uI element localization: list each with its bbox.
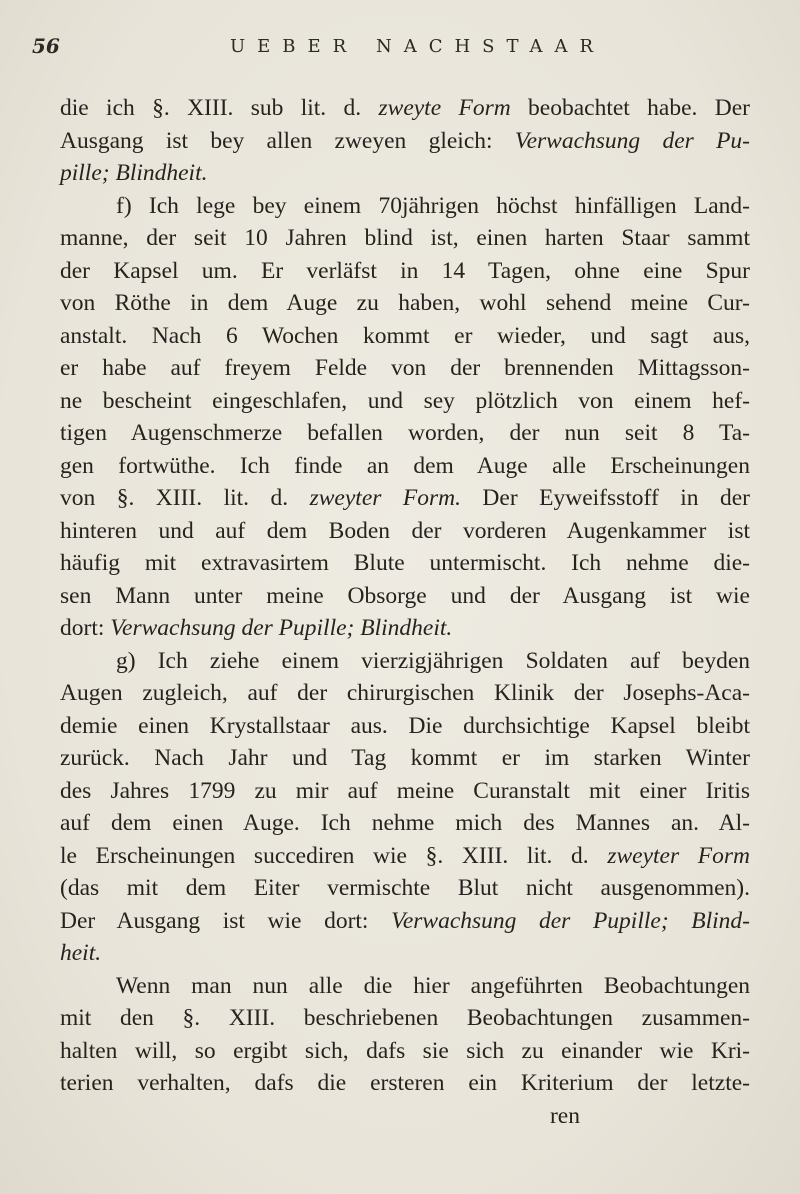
text-line [60,710,750,743]
running-head: UEBER NACHSTAAR [230,36,606,57]
text-segment: halten will, so ergibt sich, dafs sie sich zu einander wie Kri- [60,1037,750,1064]
text-line [60,970,750,1003]
text-segment: auf dem einen Auge. Ich nehme mich des Mannes an. Al- [60,810,750,836]
page-header [32,30,752,64]
text-line [60,872,750,905]
body-text [60,92,750,1132]
italic-text: Verwachsung der Pupille; Blind- [391,907,750,934]
text-segment: er habe auf freyem Felde von der brennenden Mittagsson- [60,355,750,381]
text-line [60,417,750,450]
text-segment: Augen zugleich, auf der chirurgischen Klinik der Josephs-Aca- [60,680,750,706]
italic-text: pille; Blindheit. [60,160,208,186]
text-line [60,482,750,515]
text-segment: Ausgang ist bey allen zweyen gleich: [60,127,515,154]
italic-text: Verwachsung der Pupille; Blindheit. [110,615,453,641]
text-segment: f) Ich lege bey einem 70jährigen höchst hinfälligen Land- [116,192,750,219]
text-line [60,840,750,873]
italic-text: Verwachsung der Pu- [514,127,750,154]
text-segment: g) Ich ziehe einem vierzigjährigen Soldaten auf beyden [116,647,750,674]
text-segment: sen Mann unter meine Obsorge und der Ausgang ist wie [60,582,750,609]
text-segment: terien verhalten, dafs die ersteren ein Kriterium der letzte- [60,1070,750,1096]
text-line [60,255,750,288]
text-segment: ren [549,1102,580,1129]
text-segment: von §. XIII. lit. d. [60,485,310,511]
text-segment: gen fortwüthe. Ich finde an dem Auge alle Erscheinungen [60,452,750,479]
text-line [60,222,750,255]
text-segment: (das mit dem Eiter vermischte Blut nicht ausgenommen). [60,875,750,901]
text-segment: dort: [60,615,111,641]
text-line [60,515,750,548]
text-line [60,807,750,840]
text-line [60,645,750,678]
text-segment: anstalt. Nach 6 Wochen kommt er wieder, und sagt aus, [60,322,750,349]
text-segment: ne bescheint eingeschlafen, und sey plötzlich von einem hef- [60,387,750,414]
text-line [60,547,750,580]
text-segment: häufig mit extravasirtem Blute untermischt. Ich nehme die- [60,550,750,576]
text-segment: demie einen Krystallstaar aus. Die durchsichtige Kapsel bleibt [60,712,750,739]
text-line [60,92,750,125]
text-line [60,742,750,775]
text-line [60,385,750,418]
text-segment: die ich §. XIII. sub lit. d. [60,95,379,121]
text-line [60,1100,750,1133]
text-segment: mit den §. XIII. beschriebenen Beobachtungen zusammen- [60,1005,750,1031]
text-line [60,125,750,158]
text-segment: Wenn man nun alle die hier angeführten Beobachtungen [116,972,750,999]
text-line [60,190,750,223]
italic-text: zweyter Form. [309,485,461,511]
text-segment: von Röthe in dem Auge zu haben, wohl sehend meine Cur- [60,290,750,316]
italic-text: heit. [60,940,102,966]
text-line [60,1035,750,1068]
text-line [60,905,750,938]
text-line [60,352,750,385]
italic-text: zweyter Form [607,842,750,869]
text-line [60,937,750,970]
text-line [60,775,750,808]
page-number: 56 [32,34,60,58]
text-segment: der Kapsel um. Er verläfst in 14 Tagen, ohne eine Spur [60,257,750,284]
text-line [60,612,750,645]
text-segment: manne, der seit 10 Jahren blind ist, einen harten Staar sammt [60,225,750,251]
text-segment: zurück. Nach Jahr und Tag kommt er im starken Winter [60,745,750,771]
text-segment: Der Ausgang ist wie dort: [60,907,392,934]
text-line [60,157,750,190]
text-line [60,1067,750,1100]
text-segment: des Jahres 1799 zu mir auf meine Curanstalt mit einer Iritis [60,777,750,804]
text-segment: tigen Augenschmerze befallen worden, der nun seit 8 Ta- [60,420,750,446]
text-line [60,580,750,613]
text-segment: le Erscheinungen succediren wie §. XIII. lit. d. [60,842,608,869]
text-segment: hinteren und auf dem Boden der vorderen Augenkammer ist [60,517,750,544]
italic-text: zweyte Form [378,95,511,121]
text-line [60,450,750,483]
text-line [60,320,750,353]
text-line [60,287,750,320]
text-line [60,1002,750,1035]
text-segment: beobachtet habe. Der [510,95,750,121]
text-segment: Der Eyweifsstoff in der [460,485,750,511]
text-line [60,677,750,710]
